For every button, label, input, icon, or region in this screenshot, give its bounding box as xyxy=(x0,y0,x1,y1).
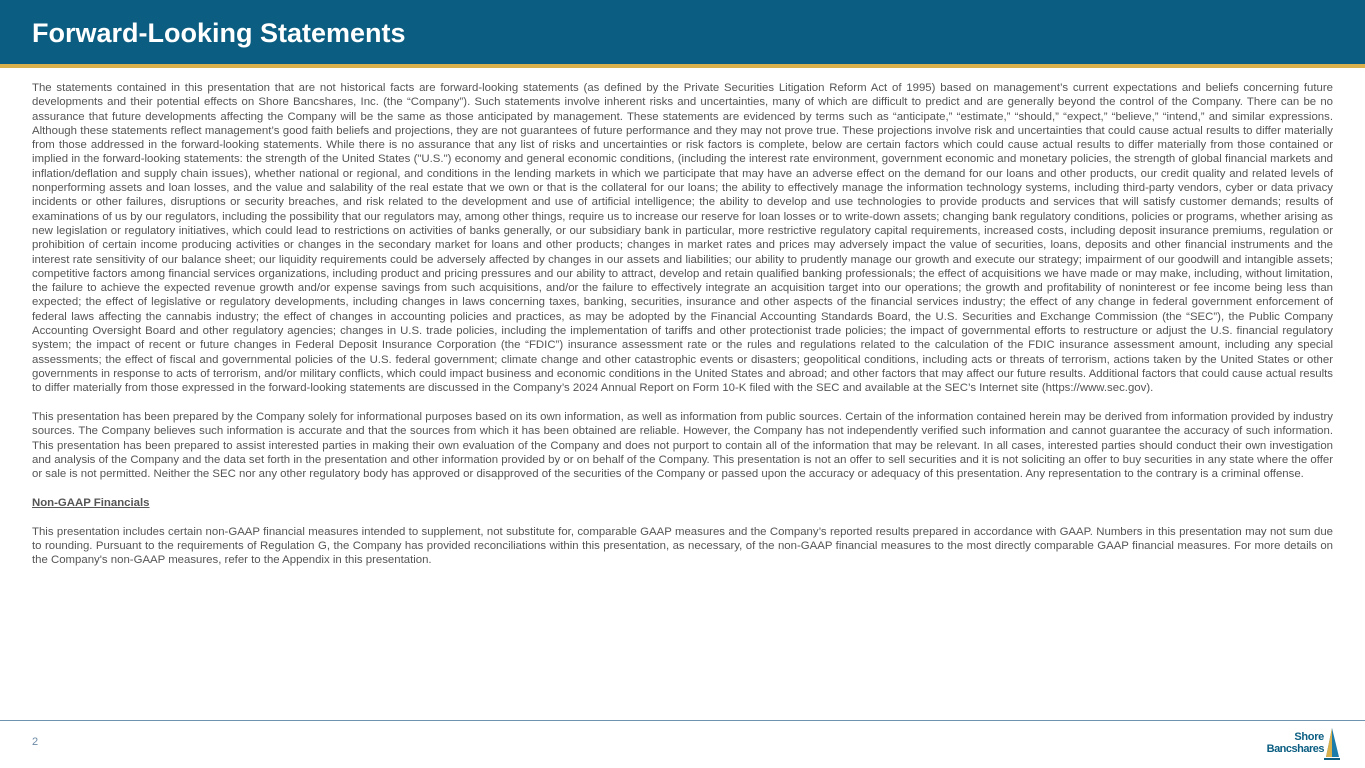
slide-title: Forward-Looking Statements xyxy=(32,18,406,48)
sail-icon xyxy=(1324,726,1340,762)
logo-text-line-2: Bancshares xyxy=(1266,743,1324,755)
non-gaap-heading: Non-GAAP Financials xyxy=(32,497,150,510)
slide-header xyxy=(0,0,1365,64)
presentation-disclaimer-paragraph: This presentation has been prepared by the Company solely for informational purposes based on its own information, as well as information from public sources. Certain of the information contained herein may be derived from information provided by industry sources. The Company believes such information is accurate and that the sources from which it has been obtained are reliable. However, the Company has not independently verified such information and cannot guarantee the accuracy of such information. This presentation has been prepared to assist interested parties in making their own evaluation of the Company and does not purport to contain all of the information that may be relevant. In all cases, interested parties should conduct their own investigation and analysis of the Company and the data set forth in the presentation and other information provided by or on behalf of the Company. This presentation is not an offer to sell securities and it is not soliciting an offer to buy securities in any state where the offer or sale is not permitted. Neither the SEC nor any other regulatory body has approved or disapproved of the securities of the Company or passed upon the accuracy or adequacy of this presentation. Any representation to the contrary is a criminal offense. xyxy=(32,411,1333,481)
footer-rule xyxy=(0,720,1365,721)
slide-content xyxy=(32,81,1333,582)
forward-looking-paragraph: The statements contained in this presentation that are not historical facts are forward-looking statements (as defined by the Private Securities Litigation Reform Act of 1995) based on management’s current expectations and beliefs concerning future developments and their potential effects on Shore Bancshares, Inc. (the “Company”). Such statements involve inherent risks and uncertainties, many of which are difficult to predict and are generally beyond the control of the Company. There can be no assurance that future developments affecting the Company will be the same as those anticipated by management. These statements are evidenced by terms such as “anticipate,” “estimate,” “should,” “expect,” “believe,” “intend,” and similar expressions. Although these statements reflect management’s good faith beliefs and projections, they are not guarantees of future performance and they may not prove true. These projections involve risk and uncertainties that could cause actual results to differ materially from those addressed in the forward-looking statements. While there is no assurance that any list of risks and uncertainties or risk factors is complete, below are certain factors which could cause actual results to differ materially from those contained or implied in the forward-looking statements: the strength of the United States ("U.S.") economy and general economic conditions, (including the interest rate environment, government economic and monetary policies, the strength of global financial markets and inflation/deflation and supply chain issues), whether national or regional, and conditions in the lending markets in which we participate that may have an adverse effect on the demand for our loans and other products, our credit quality and related levels of nonperforming assets and loan losses, and the value and salability of the real estate that we own or that is the collateral for our loans; the ability to effectively manage the information technology systems, including third-party vendors, cyber or data privacy incidents or other failures, disruptions or security breaches, and risk related to the development and use of artificial intelligence; the ability to develop and use technologies to provide products and services that will satisfy customer demands; results of examinations of us by our regulators, including the possibility that our regulators may, among other things, require us to increase our reserve for loan losses or to write-down assets; changing bank regulatory conditions, policies or programs, whether arising as new legislation or regulatory initiatives, which could lead to restrictions on activities of banks generally, or our subsidiary bank in particular, more restrictive regulatory capital requirements, increased costs, including deposit insurance premiums, regulation or prohibition of certain income producing activities or changes in the secondary market for loans and other products; changes in market rates and prices may adversely impact the value of securities, loans, deposits and other financial instruments and the interest rate sensitivity of our balance sheet; our liquidity requirements could be adversely affected by changes in our assets and liabilities; our ability to prudently manage our growth and execute our strategy; impairment of our goodwill and intangible assets; competitive factors among financial services organizations, including product and pricing pressures and our ability to attract, develop and retain qualified banking professionals; the effect of acquisitions we have made or may make, including, without limitation, the failure to achieve the expected revenue growth and/or expense savings from such acquisitions, and/or the failure to effectively integrate an acquisition target into our operations; the growth and profitability of noninterest or fee income being less than expected; the effect of legislative or regulatory developments, including changes in laws concerning taxes, banking, securities, insurance and other aspects of the financial services industry; the effect of any change in federal government enforcement of federal laws affecting the cannabis industry; the effect of changes in accounting policies and practices, as may be adopted by the Financial Accounting Standards Board, the U.S. Securities and Exchange Commission (the “SEC”), the Public Company Accounting Oversight Board and other regulatory agencies; changes in U.S. trade policies, including the implementation of tariffs and other protectionist trade policies; the impact of governmental efforts to restructure or adjust the U.S. financial regulatory system; the impact of recent or future changes in Federal Deposit Insurance Corporation (the “FDIC”) insurance assessment rate or the rules and regulations related to the calculation of the FDIC insurance assessment amount, including any special assessments; the effect of fiscal and governmental policies of the U.S. federal government; climate change and other catastrophic events or disasters; geopolitical conditions, including acts or threats of terrorism, actions taken by the United States or other governments in response to acts of terrorism, and/or military conflicts, which could impact business and economic conditions in the United States and abroad; and other factors that may affect our future results. Additional factors that could cause actual results to differ materially from those expressed in the forward-looking statements are discussed in the Company’s 2024 Annual Report on Form 10-K filed with the SEC and available at the SEC’s Internet site (https://www.sec.gov). xyxy=(32,82,1333,395)
header-accent-rule xyxy=(0,64,1365,68)
logo-text-line-1: Shore xyxy=(1294,731,1324,743)
shore-bancshares-logo xyxy=(1254,726,1340,762)
page-number: 2 xyxy=(32,736,39,748)
non-gaap-paragraph: This presentation includes certain non-GAAP financial measures intended to supplement, not substitute for, comparable GAAP measures and the Company’s reported results prepared in accordance with GAAP. Numbers in this presentation may not sum due to rounding. Pursuant to the requirements of Regulation G, the Company has provided reconciliations within this presentation, as necessary, of the non-GAAP financial measures to the most directly comparable GAAP financial measures. For more details on the Company's non-GAAP measures, refer to the Appendix in this presentation. xyxy=(32,525,1333,567)
